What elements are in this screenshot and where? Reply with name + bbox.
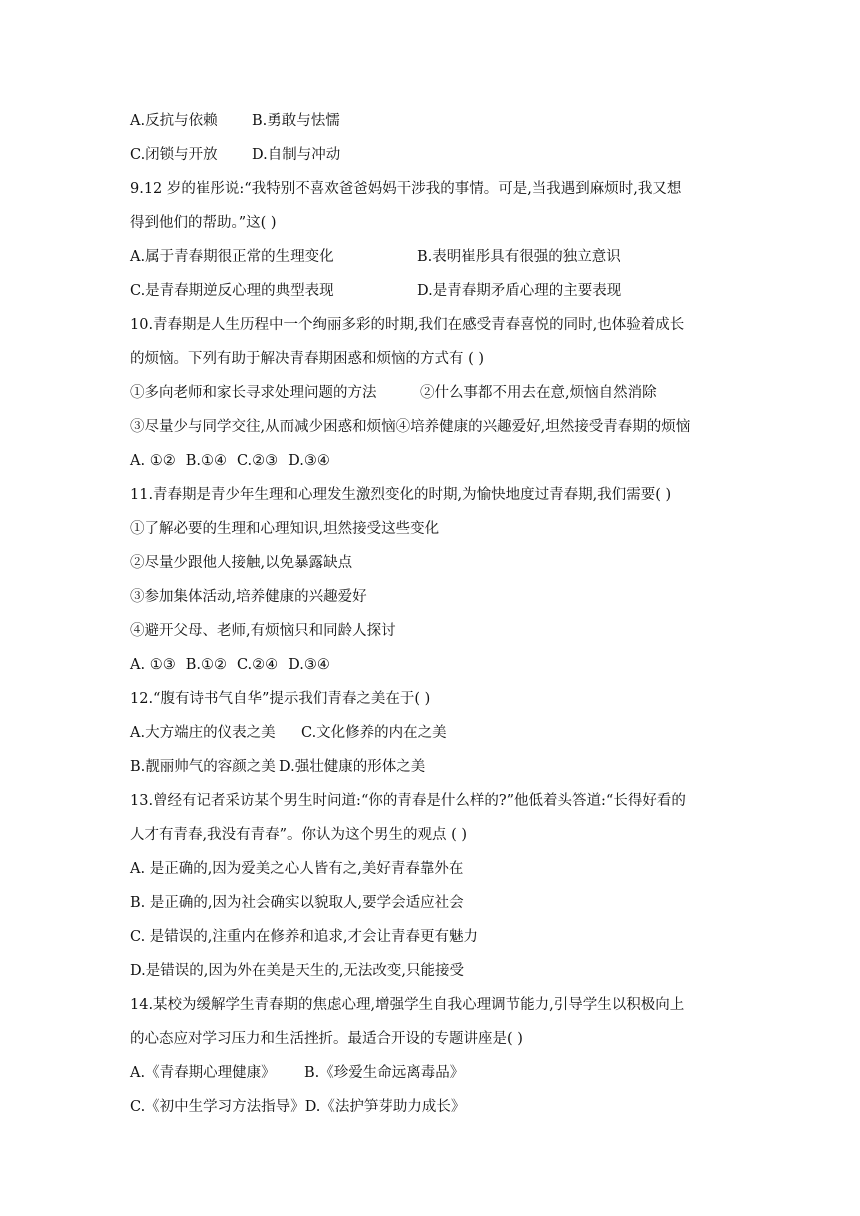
q13-stem-line-2: 人才有青春,我没有青春”。你认为这个男生的观点 ( ) bbox=[130, 827, 468, 843]
q13-option-b: B. 是正确的,因为社会确实以貌取人,要学会适应社会 bbox=[130, 895, 464, 911]
q11-item-4: ④避开父母、老师,有烦恼只和同龄人探讨 bbox=[130, 623, 396, 639]
q13-option-a: A. 是正确的,因为爱美之心人皆有之,美好青春靠外在 bbox=[130, 861, 464, 877]
q10-stem-line-1: 10.青春期是人生历程中一个绚丽多彩的时期,我们在感受青春喜悦的同时,也体验着成长 bbox=[130, 317, 685, 333]
q9-option-d: D.是青春期矛盾心理的主要表现 bbox=[417, 283, 622, 299]
q14-option-c: C.《初中生学习方法指导》 bbox=[130, 1099, 305, 1115]
q10-option-d: D.③④ bbox=[288, 453, 330, 469]
q14-option-a: A.《青春期心理健康》 bbox=[130, 1065, 276, 1081]
q11-option-b: B.①② bbox=[185, 657, 227, 673]
q12-option-b: B.靓丽帅气的容颜之美 bbox=[130, 759, 276, 775]
q9-stem-line-1: 9.12 岁的崔彤说:“我特别不喜欢爸爸妈妈干涉我的事情。可是,当我遇到麻烦时,我又想 bbox=[130, 181, 682, 197]
q14-options-row-1 bbox=[130, 1056, 730, 1090]
q14-stem-line-1: 14.某校为缓解学生青春期的焦虑心理,增强学生自我心理调节能力,引导学生以积极向上 bbox=[130, 997, 685, 1013]
q8-options-row-2 bbox=[130, 138, 730, 172]
q8-option-a: A.反抗与依赖 bbox=[130, 113, 218, 129]
q11-option-c: C.②④ bbox=[236, 657, 279, 673]
q10-item-1: ①多向老师和家长寻求处理问题的方法 bbox=[130, 385, 377, 401]
q10-stem-line-2: 的烦恼。下列有助于解决青春期困惑和烦恼的方式有 ( ) bbox=[130, 351, 485, 367]
q14-options-row-2 bbox=[130, 1090, 730, 1124]
q11-stem-line-1: 11.青春期是青少年生理和心理发生激烈变化的时期,为愉快地度过青春期,我们需要( ) bbox=[130, 487, 672, 503]
q10-option-c: C.②③ bbox=[236, 453, 279, 469]
q9-option-b: B.表明崔彤具有很强的独立意识 bbox=[417, 249, 621, 265]
q10-option-b: B.①④ bbox=[185, 453, 227, 469]
q11-option-d: D.③④ bbox=[288, 657, 330, 673]
q11-item-3: ③参加集体活动,培养健康的兴趣爱好 bbox=[130, 589, 367, 605]
q11-item-2: ②尽量少跟他人接触,以免暴露缺点 bbox=[130, 555, 353, 571]
q12-option-d: D.强壮健康的形体之美 bbox=[279, 759, 426, 775]
q9-option-a: A.属于青春期很正常的生理变化 bbox=[130, 249, 334, 265]
q11-options bbox=[130, 648, 730, 682]
q10-items-row-2: ③尽量少与同学交往,从而减少困惑和烦恼④培养健康的兴趣爱好,坦然接受青春期的烦恼 bbox=[130, 419, 691, 435]
q8-option-c: C.闭锁与开放 bbox=[130, 147, 218, 163]
q10-item-2: ②什么事都不用去在意,烦恼自然消除 bbox=[420, 385, 657, 401]
q10-option-a: A. ①② bbox=[130, 453, 176, 469]
q12-options-row-2 bbox=[130, 750, 730, 784]
q9-stem-line-2: 得到他们的帮助。”这( ) bbox=[130, 215, 277, 231]
q9-options-row-1 bbox=[130, 240, 730, 274]
q8-option-d: D.自制与冲动 bbox=[252, 147, 341, 163]
q13-stem-line-1: 13.曾经有记者采访某个男生时问道:“你的青春是什么样的?”他低着头答道:“长得好看的 bbox=[130, 793, 686, 809]
page-content bbox=[130, 104, 730, 1124]
q14-option-d: D.《法护笋芽助力成长》 bbox=[304, 1099, 466, 1115]
q13-option-c: C. 是错误的,注重内在修养和追求,才会让青春更有魅力 bbox=[130, 929, 479, 945]
q8-options-row-1 bbox=[130, 104, 730, 138]
q11-option-a: A. ①③ bbox=[130, 657, 176, 673]
q13-option-d: D.是错误的,因为外在美是天生的,无法改变,只能接受 bbox=[130, 963, 465, 979]
q12-option-c: C.文化修养的内在之美 bbox=[301, 725, 447, 741]
q8-option-b: B.勇敢与怯懦 bbox=[252, 113, 340, 129]
q12-options-row-1 bbox=[130, 716, 730, 750]
q14-stem-line-2: 的心态应对学习压力和生活挫折。最适合开设的专题讲座是( ) bbox=[130, 1031, 523, 1047]
q12-option-a: A.大方端庄的仪表之美 bbox=[130, 725, 276, 741]
q12-stem-line-1: 12.“腹有诗书气自华”提示我们青春之美在于( ) bbox=[130, 691, 431, 707]
q10-options bbox=[130, 444, 730, 478]
q9-options-row-2 bbox=[130, 274, 730, 308]
q10-items-row-1 bbox=[130, 376, 730, 410]
q9-option-c: C.是青春期逆反心理的典型表现 bbox=[130, 283, 334, 299]
q11-item-1: ①了解必要的生理和心理知识,坦然接受这些变化 bbox=[130, 521, 440, 537]
q14-option-b: B.《珍爱生命远离毒品》 bbox=[304, 1065, 465, 1081]
